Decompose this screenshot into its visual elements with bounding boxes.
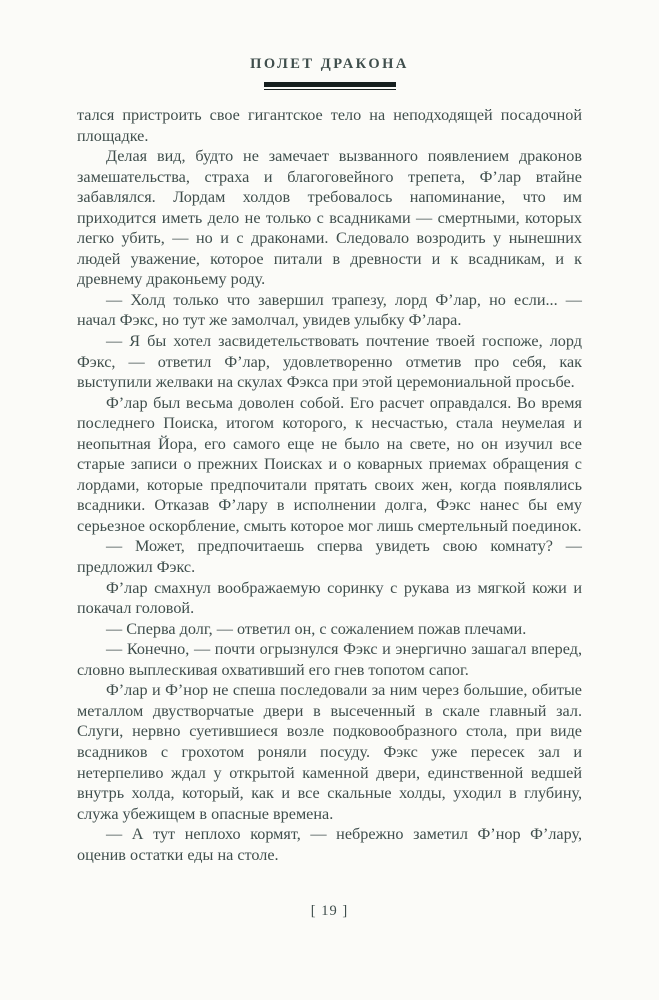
paragraph: Ф’лар и Ф’нор не спеша последовали за ним через большие, обитые металлом двустворчатые двери в высеченный в скале главный зал. Слуги, нервно суетившиеся возле подковообразного стола, при виде всадников с грохотом роняли посуду. Фэкс уже пересек зал и нетерпеливо ждал у открытой каменной двери, единственной ведшей внутрь холда, который, как и все скальные холды, уходил в глубину, служа убежищем в опасные времена.: [77, 681, 582, 823]
paragraph: — Я бы хотел засвидетельствовать почтение твоей госпоже, лорд Фэкс, — ответил Ф’лар, удовлетворенно отметив про себя, как выступили желваки на скулах Фэкса при этой церемониальной просьбе.: [77, 332, 582, 392]
page-header: [77, 56, 582, 90]
page-number: [ 19 ]: [310, 903, 349, 919]
page-footer: [0, 903, 659, 920]
paragraph: — Может, предпочитаешь сперва увидеть свою комнату? — предложил Фэкс.: [77, 537, 582, 577]
paragraph: Ф’лар смахнул воображаемую соринку с рукава из мягкой кожи и покачал головой.: [77, 578, 582, 618]
paragraph: — А тут неплохо кормят, — небрежно заметил Ф’нор Ф’лару, оценив остатки еды на столе.: [77, 825, 582, 864]
paragraph: Делая вид, будто не замечает вызванного появлением драконов замешательства, страха и благоговейного трепета, Ф’лар втайне забавлялся. Лордам холдов требовалось напоминание, что им приходится иметь дело не только с всадниками — смертными, которых легко убить, — но и с драконами. Следовало возродить у нынешних людей уважение, которое питали в древности и к всадникам, и к древнему драконьему роду.: [77, 147, 582, 289]
paragraph: Ф’лар был весьма доволен собой. Его расчет оправдался. Во время последнего Поиска, итогом которого, к несчастью, стала неумелая и неопытная Йора, его самого еще не было на свете, но он изучил все старые записи о прежних Поисках и о коварных приемах обращения с лордами, которые предпочитали прятать своих жен, когда появлялись всадники. Отказав Ф’лару в исполнении долга, Фэкс нанес бы ему серьезное оскорбление, смыть которое мог лишь смертельный поединок.: [77, 393, 582, 535]
paragraph: тался пристроить свое гигантское тело на неподходящей посадочной площадке.: [77, 106, 582, 145]
divider-thick-rule: [264, 82, 396, 87]
paragraph: — Холд только что завершил трапезу, лорд Ф’лар, но если... — начал Фэкс, но тут же замолчал, увидев улыбку Ф’лара.: [77, 290, 582, 330]
paragraph: — Сперва долг, — ответил он, с сожалением пожав плечами.: [106, 619, 527, 638]
divider-thin-rule: [264, 89, 396, 90]
paragraph: — Конечно, — почти огрызнулся Фэкс и энергично зашагал вперед, словно выплескивая охвативший его гнев топотом сапог.: [77, 640, 582, 679]
page-body: [77, 105, 582, 865]
header-divider: [264, 82, 396, 90]
running-title: ПОЛЕТ ДРАКОНА: [250, 56, 409, 72]
